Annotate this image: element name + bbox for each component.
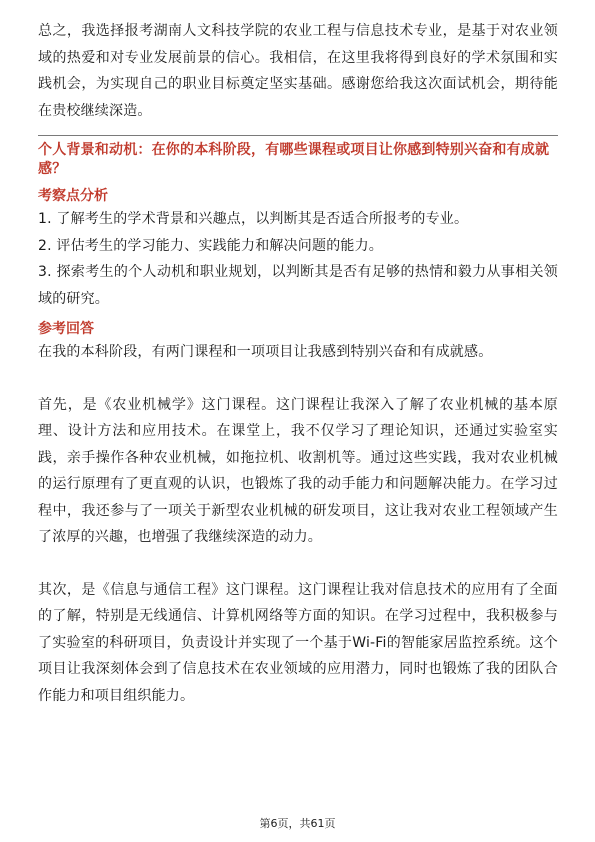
section-divider: [38, 135, 558, 136]
analysis-list: [38, 206, 558, 312]
question-text: 个人背景和动机：在你的本科阶段，有哪些课程或项目让你感到特别兴奋和有成就感？: [38, 142, 550, 177]
list-item: 1. 了解考生的学术背景和兴趣点，以判断其是否适合所报考的专业。: [38, 211, 469, 227]
paragraph-gap: [38, 551, 558, 577]
intro-paragraph: 总之，我选择报考湖南人文科技学院的农业工程与信息技术专业，是基于对农业领域的热爱和对专业发展前景的信心。我相信，在这里我将得到良好的学术氛围和实践机会，为实现自己的职业目标奠定坚实基础。感谢您给我这次面试机会，期待能在贵校继续深造。: [38, 23, 558, 119]
answer-paragraph: 其次，是《信息与通信工程》这门课程。这门课程让我对信息技术的应用有了全面的了解，特别是无线通信、计算机网络等方面的知识。在学习过程中，我积极参与了实验室的科研项目，负责设计并实现了一个基于Wi-Fi的智能家居监控系统。这个项目让我深刻体会到了信息技术在农业领域的应用潜力，同时也锻炼了我的团队合作能力和项目组织能力。: [38, 581, 558, 704]
answer-paragraph: 首先，是《农业机械学》这门课程。这门课程让我深入了解了农业机械的基本原理、设计方法和应用技术。在课堂上，我不仅学习了理论知识，还通过实验室实践，亲手操作各种农业机械，如拖拉机、收割机等。通过这些实践，我对农业机械的运行原理有了更直观的认识，也锻炼了我的动手能力和问题解决能力。在学习过程中，我还参与了一项关于新型农业机械的研发项目，这让我对农业工程领域产生了浓厚的兴趣，也增强了我继续深造的动力。: [38, 396, 558, 545]
page-number: 第6页，共61页: [259, 817, 336, 830]
document-page: [38, 18, 558, 709]
list-item: 2. 评估考生的学习能力、实践能力和解决问题的能力。: [38, 237, 384, 254]
answer-heading: 参考回答: [38, 321, 94, 337]
analysis-heading: 考察点分析: [38, 188, 108, 204]
answer-paragraph: 在我的本科阶段，有两门课程和一项项目让我感到特别兴奋和有成就感。: [38, 344, 493, 360]
paragraph-gap: [38, 366, 558, 392]
list-item: 3. 探索考生的个人动机和职业规划，以判断其是否有足够的热情和毅力从事相关领域的研究。: [38, 264, 558, 307]
